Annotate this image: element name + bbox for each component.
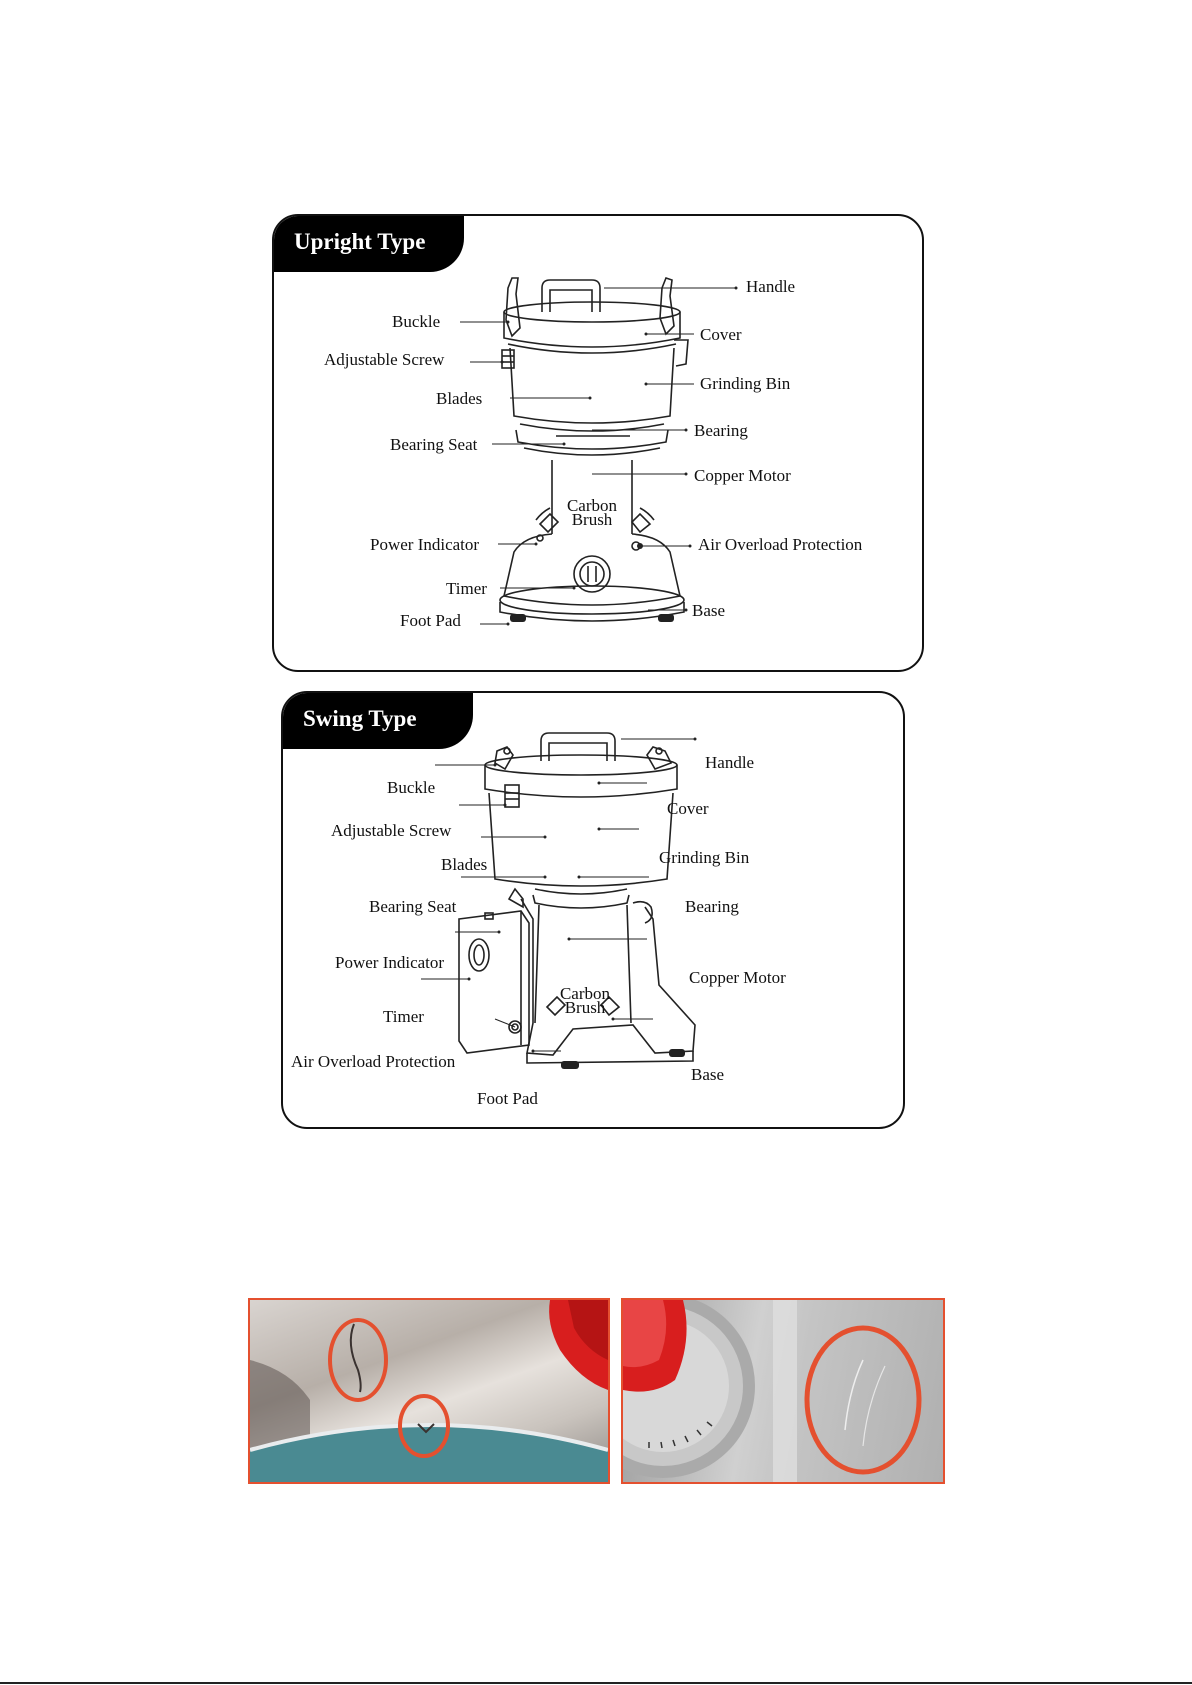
- upright-grinder-drawing: [274, 216, 922, 670]
- upright-label-brush: Brush: [571, 510, 613, 529]
- scratch-closeup-image: [623, 1300, 943, 1482]
- swing-label-adjustable-screw: Adjustable Screw: [331, 821, 452, 840]
- upright-label-base: Base: [692, 601, 726, 620]
- swing-label-bearing: Bearing: [685, 897, 739, 916]
- page-bottom-rule: [0, 1682, 1192, 1684]
- upright-label-copper-motor: Copper Motor: [694, 466, 791, 485]
- upright-label-adjustable-screw: Adjustable Screw: [324, 350, 445, 369]
- swing-type-panel: [281, 691, 905, 1129]
- swing-label-buckle: Buckle: [387, 778, 436, 797]
- upright-label-timer: Timer: [446, 579, 487, 598]
- upright-label-buckle: Buckle: [392, 312, 441, 331]
- upright-type-panel: [272, 214, 924, 672]
- upright-label-bearing-seat: Bearing Seat: [390, 435, 478, 454]
- swing-label-copper-motor: Copper Motor: [689, 968, 786, 987]
- swing-label-carbon: Carbon: [559, 984, 611, 1003]
- swing-label-handle: Handle: [705, 753, 755, 772]
- upright-label-cover: Cover: [700, 325, 742, 344]
- upright-label-handle: Handle: [746, 277, 796, 296]
- upright-label-blades: Blades: [436, 389, 483, 408]
- upright-label-grinding-bin: Grinding Bin: [700, 374, 791, 393]
- swing-label-blades: Blades: [441, 855, 488, 874]
- defect-photo-left: [248, 1298, 610, 1484]
- swing-label-foot-pad: Foot Pad: [477, 1089, 538, 1108]
- defect-photo-right: [621, 1298, 945, 1484]
- swing-type-title: Swing Type: [283, 693, 473, 749]
- swing-label-brush: Brush: [564, 998, 606, 1017]
- upright-label-foot-pad: Foot Pad: [400, 611, 461, 630]
- swing-label-cover: Cover: [667, 799, 709, 818]
- swing-label-timer: Timer: [383, 1007, 424, 1026]
- upright-type-title: Upright Type: [274, 216, 464, 272]
- swing-label-base: Base: [691, 1065, 725, 1084]
- upright-label-carbon: Carbon: [566, 496, 618, 515]
- swing-label-air-overload-protection: Air Overload Protection: [291, 1052, 456, 1071]
- swing-label-grinding-bin: Grinding Bin: [659, 848, 750, 867]
- upright-label-bearing: Bearing: [694, 421, 748, 440]
- swing-label-bearing-seat: Bearing Seat: [369, 897, 457, 916]
- swing-label-power-indicator: Power Indicator: [335, 953, 445, 972]
- upright-label-power-indicator: Power Indicator: [370, 535, 480, 554]
- upright-label-air-overload-protection: Air Overload Protection: [698, 535, 863, 554]
- scratch-and-dent-image: [250, 1300, 608, 1482]
